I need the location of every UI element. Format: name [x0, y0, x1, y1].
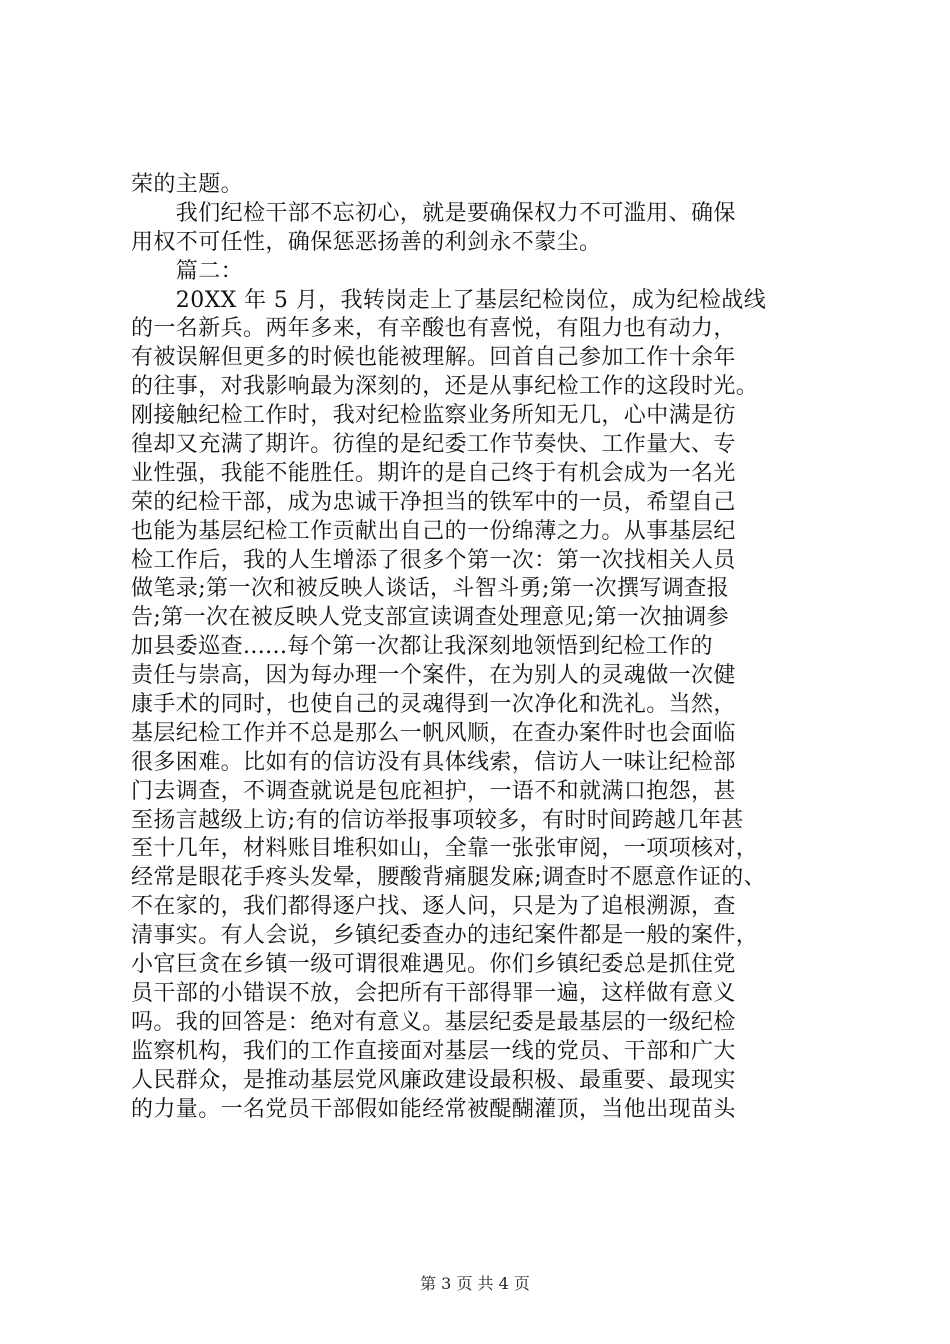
text-line: 员干部的小错误不放，会把所有干部得罪一遍，这样做有意义	[131, 980, 736, 1006]
text-line: 很多困难。比如有的信访没有具体线索，信访人一味让纪检部	[131, 749, 736, 775]
text-line: 荣的纪检干部，成为忠诚干净担当的铁军中的一员，希望自己	[131, 489, 736, 515]
text-line: 门去调查，不调查就说是包庇袒护，一语不和就满口抱怨，甚	[131, 778, 736, 804]
text-line: 责任与崇高，因为每办理一个案件，在为别人的灵魂做一次健	[131, 663, 736, 689]
text-line: 20XX 年 5 月，我转岗走上了基层纪检岗位，成为纪检战线	[131, 287, 767, 313]
text-line: 做笔录;第一次和被反映人谈话，斗智斗勇;第一次撰写调查报	[131, 576, 730, 602]
text-line: 人民群众，是推动基层党风廉政建设最积极、最重要、最现实	[131, 1067, 736, 1093]
text-line: 加县委巡查......每个第一次都让我深刻地领悟到纪检工作的	[131, 634, 713, 660]
text-line: 吗。我的回答是：绝对有意义。基层纪委是最基层的一级纪检	[131, 1009, 736, 1035]
text-line: 徨却又充满了期许。彷徨的是纪委工作节奏快、工作量大、专	[131, 432, 736, 458]
text-line: 荣的主题。	[131, 172, 244, 197]
text-line: 清事实。有人会说，乡镇纪委查办的违纪案件都是一般的案件，	[131, 923, 759, 949]
body-text	[131, 171, 831, 1124]
text-line: 的往事，对我影响最为深刻的，还是从事纪检工作的这段时光。	[131, 374, 759, 400]
page-number: 第 3 页 共 4 页	[420, 1274, 530, 1293]
text-line: 有被误解但更多的时候也能被理解。回首自己参加工作十余年	[131, 345, 736, 371]
text-line: 监察机构，我们的工作直接面对基层一线的党员、干部和广大	[131, 1038, 736, 1064]
text-line: 的力量。一名党员干部假如能经常被醍醐灌顶，当他出现苗头	[131, 1096, 736, 1122]
section-heading: 篇二：	[131, 258, 244, 284]
text-line: 小官巨贪在乡镇一级可谓很难遇见。你们乡镇纪委总是抓住党	[131, 952, 736, 978]
text-line: 至十几年，材料账目堆积如山，全靠一张张审阅，一项项核对，	[131, 836, 759, 862]
text-line: 告;第一次在被反映人党支部宣读调查处理意见;第一次抽调参	[131, 605, 730, 631]
text-line: 也能为基层纪检工作贡献出自己的一份绵薄之力。从事基层纪	[131, 518, 736, 544]
text-line: 的一名新兵。两年多来，有辛酸也有喜悦，有阻力也有动力，	[131, 316, 736, 342]
text-line: 基层纪检工作并不总是那么一帆风顺，在查办案件时也会面临	[131, 720, 736, 746]
text-line: 康手术的同时，也使自己的灵魂得到一次净化和洗礼。当然，	[131, 692, 736, 718]
text-line: 经常是眼花手疼头发晕，腰酸背痛腿发麻;调查时不愿意作证的、	[131, 865, 767, 891]
text-line: 不在家的，我们都得逐户找、逐人问，只是为了追根溯源，查	[131, 894, 736, 920]
text-line: 业性强，我能不能胜任。期许的是自己终于有机会成为一名光	[131, 460, 736, 486]
text-line: 至扬言越级上访;有的信访举报事项较多，有时时间跨越几年甚	[131, 807, 744, 833]
text-line: 用权不可任性，确保惩恶扬善的利剑永不蒙尘。	[131, 229, 602, 255]
text-line: 我们纪检干部不忘初心，就是要确保权力不可滥用、确保	[131, 200, 736, 226]
text-line: 刚接触纪检工作时，我对纪检监察业务所知无几，心中满是彷	[131, 403, 736, 429]
text-line: 检工作后，我的人生增添了很多个第一次：第一次找相关人员	[131, 547, 736, 573]
page-footer	[0, 1274, 950, 1294]
